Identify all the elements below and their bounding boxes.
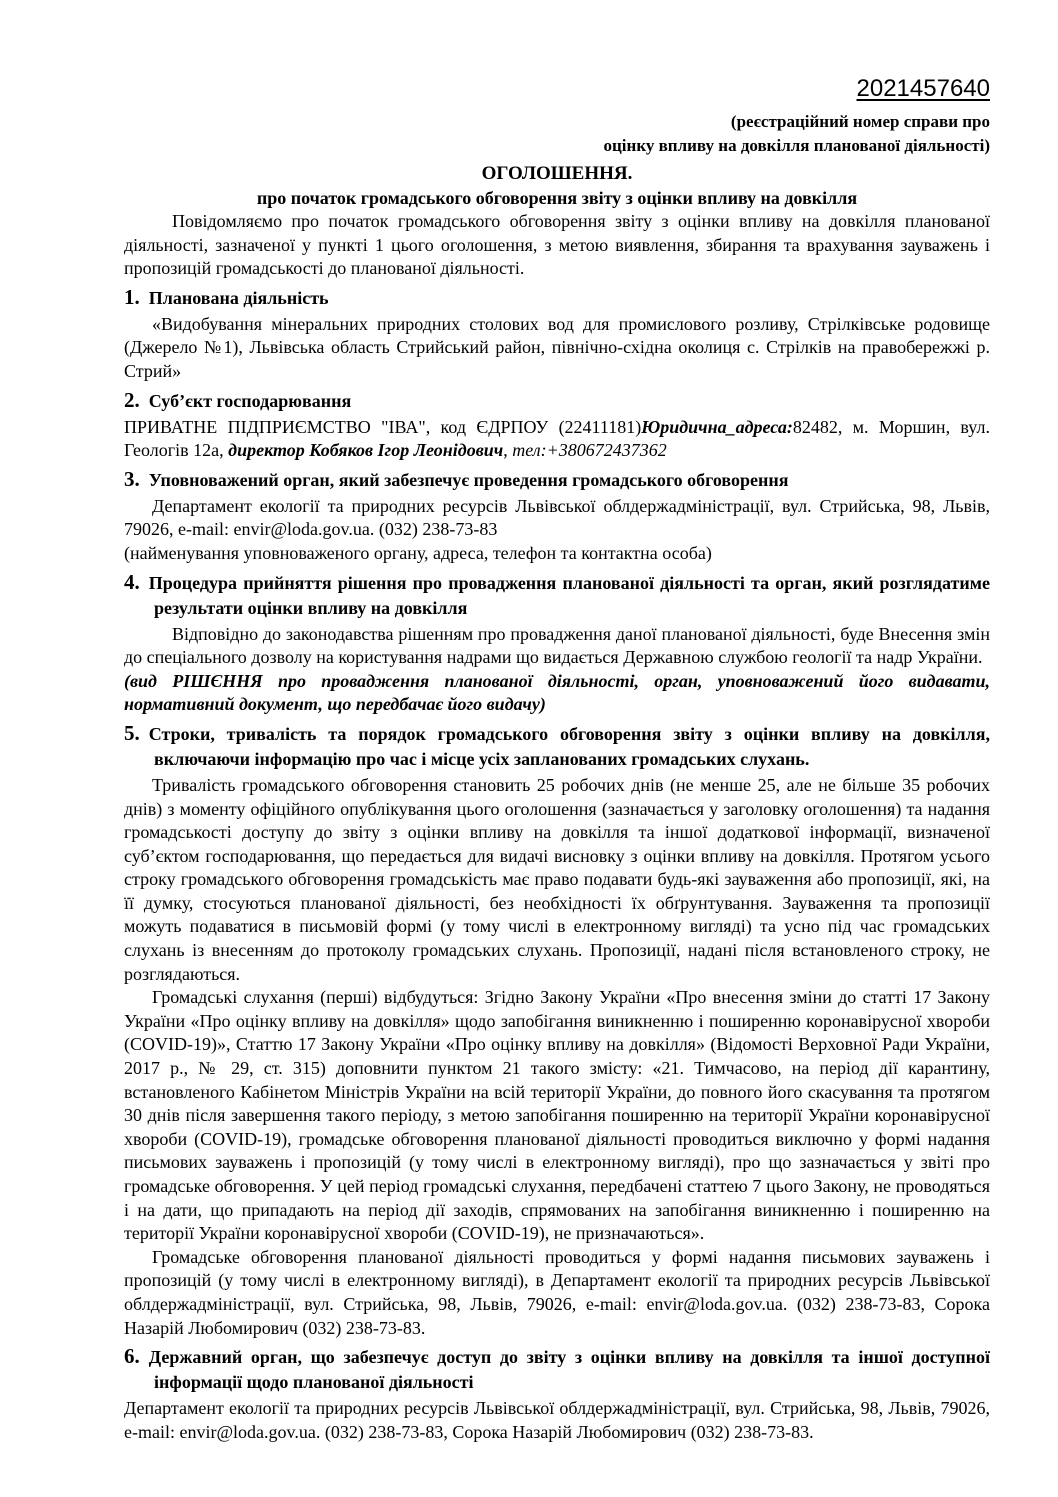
director-name: директор Кобяков Ігор Леонідович <box>228 440 504 461</box>
section-5-heading <box>124 721 990 772</box>
legal-address-label: Юридична_адреса: <box>641 416 793 437</box>
case-registration-number: 2021457640 <box>856 75 990 102</box>
section-5-paragraph-hearings: Громадські слухання (перші) відбудуться: Згідно Закону України «Про внесення зміни до статті 17 Закону України «Про оцінку впливу на довкілля» щодо запобігання виникненню і поширенню коронавірусної хвороби (COVID-19)», Статтю 17 Закону України «Про оцінку впливу на довкілля» (Відомості Верховної Ради України, 2017 р., № 29, ст. 315) доповнити пунктом 21 такого змісту: «21. Тимчасово, на період дії карантину, встановленого Кабінетом Міністрів України на всій території України, до повного його скасування та протягом 30 днів після завершення такого періоду, з метою запобігання поширенню на території України коронавірусної хвороби (COVID-19), громадське обговорення планованої діяльності проводиться виключно у формі надання письмових зауважень і пропозицій (у тому числі в електронному вигляді), про що зазначається у звіті про громадське обговорення. У цей період громадські слухання, передбачені статтею 7 цього Закону, не проводяться і на дати, що припадають на період дії заходів, спрямованих на запобігання виникненню і поширенню на території України коронавірусної хвороби (COVID-19), не призначаються». <box>124 987 990 1244</box>
document-subtitle: про початок громадського обговорення звіту з оцінки впливу на довкілля <box>256 188 858 208</box>
section-6-title: Державний орган, що забезпечує доступ до звіту з оцінки впливу на довкілля та іншої доступної інформації щодо планованої діяльності <box>148 1347 990 1393</box>
section-5-paragraph-duration: Тривалість громадського обговорення становить 25 робочих днів (не менше 25, але не більше 35 робочих днів) з моменту офіційного опублікування цього оголошення (зазначається у заголовку оголошення) та надання громадськості доступу до звіту з оцінки впливу на довкілля та іншої додаткової інформації, визначеної суб’єктом господарювання, що передається для видачі висновку з оцінки впливу на довкілля. Протягом усього строку громадського обговорення громадськість має право подавати будь-які зауваження або пропозиції, які, на її думку, стосуються планованої діяльності, без необхідності їх обґрунтування. Зауваження та пропозиції можуть подаватися в письмовій формі (у тому числі в електронному вигляді) та усно під час громадських слухань із внесенням до протоколу громадських слухань. Пропозиції, надані після встановленого строку, не розглядаються. <box>124 774 990 984</box>
registration-note <box>124 110 990 158</box>
section-4-body: Відповідно до законодавства рішенням про провадження даної планованої діяльності, буде Внесення змін до спеціального дозволу на користування надрами що видається Державною службою геології та надр України. <box>124 623 990 668</box>
registration-note-line2: оцінку впливу на довкілля планованої діяльності) <box>603 136 990 155</box>
director-separator: , <box>503 440 513 461</box>
section-1-body: «Видобування мінеральних природних столових вод для промислового розливу, Стрілківське родовище (Джерело №1), Львівська область Стрийський район, північно-східна околиця с. Стрілків на правобережжі р. Стрий» <box>124 313 990 381</box>
section-6-number: 6. <box>124 1344 140 1369</box>
section-3-note: (найменування уповноваженого органу, адреса, телефон та контактна особа) <box>124 542 712 563</box>
section-4-title: Процедура прийняття рішення про провадження планованої діяльності та орган, який розглядатиме результати оцінки впливу на довкілля <box>148 572 990 618</box>
section-1-title: Планована діяльність <box>148 287 329 308</box>
section-4-heading <box>124 570 990 621</box>
section-6-body: Департамент екології та природних ресурсів Львівської облдержадміністрації, вул. Стрийська, 98, Львів, 79026, e-mail: envir@loda.gov.ua. (032) 238-73-83, Сорока Назарій Любомирович (032) 238-73-83. <box>124 1398 990 1442</box>
section-2-number: 2. <box>124 387 140 412</box>
section-3-heading <box>124 467 990 493</box>
section-3-title: Уповноважений орган, який забезпечує проведення громадського обговорення <box>148 469 789 490</box>
legal-address-value: 82482, м. Моршин, вул. Геологів 12а, <box>124 416 990 461</box>
section-4-note: (вид РІШЄННЯ про провадження планованої діяльності, орган, уповноважений його видавати, нормативний документ, що передбачає його видачу) <box>124 670 990 715</box>
section-3-body: Департамент екології та природних ресурсів Львівської облдержадміністрації, вул. Стрийська, 98, Львів, 79026, e-mail: envir@loda.gov.ua. (032) 238-73-83 <box>124 495 990 540</box>
section-1-number: 1. <box>124 284 140 309</box>
section-4-number: 4. <box>124 569 140 594</box>
section-3-number: 3. <box>124 466 140 491</box>
section-1-heading <box>124 285 990 311</box>
section-2-heading <box>124 388 990 414</box>
section-2-body <box>124 416 990 463</box>
section-6-heading <box>124 1344 990 1395</box>
phone-number: тел:+380672437362 <box>512 440 667 461</box>
section-5-number: 5. <box>124 720 140 745</box>
section-2-title: Суб’єкт господарювання <box>148 390 352 411</box>
document-title: ОГОЛОШЕННЯ. <box>481 163 633 184</box>
registration-note-line1: (реєстраційний номер справи про <box>730 112 990 131</box>
section-5-title: Строки, тривалість та порядок громадського обговорення звіту з оцінки впливу на довкілля, включаючи інформацію про час і місце усіх запланованих громадських слухань. <box>148 723 990 769</box>
section-5-paragraph-submission: Громадське обговорення планованої діяльності проводиться у формі надання письмових зауважень і пропозицій (у тому числі в електронному вигляді), в Департамент екології та природних ресурсів Львівської облдержадміністрації, вул. Стрийська, 98, Львів, 79026, e-mail: envir@loda.gov.ua. (032) 238-73-83, Сорока Назарій Любомирович (032) 238-73-83. <box>124 1246 990 1338</box>
intro-paragraph: Повідомляємо про початок громадського обговорення звіту з оцінки впливу на довкілля планованої діяльності, зазначеної у пункті 1 цього оголошення, з метою виявлення, збирання та врахування зауважень і пропозицій громадськості до планованої діяльності. <box>124 211 990 279</box>
company-name-and-code: ПРИВАТНЕ ПІДПРИЄМСТВО "ІВА", код ЄДРПОУ (22411181) <box>124 416 642 437</box>
